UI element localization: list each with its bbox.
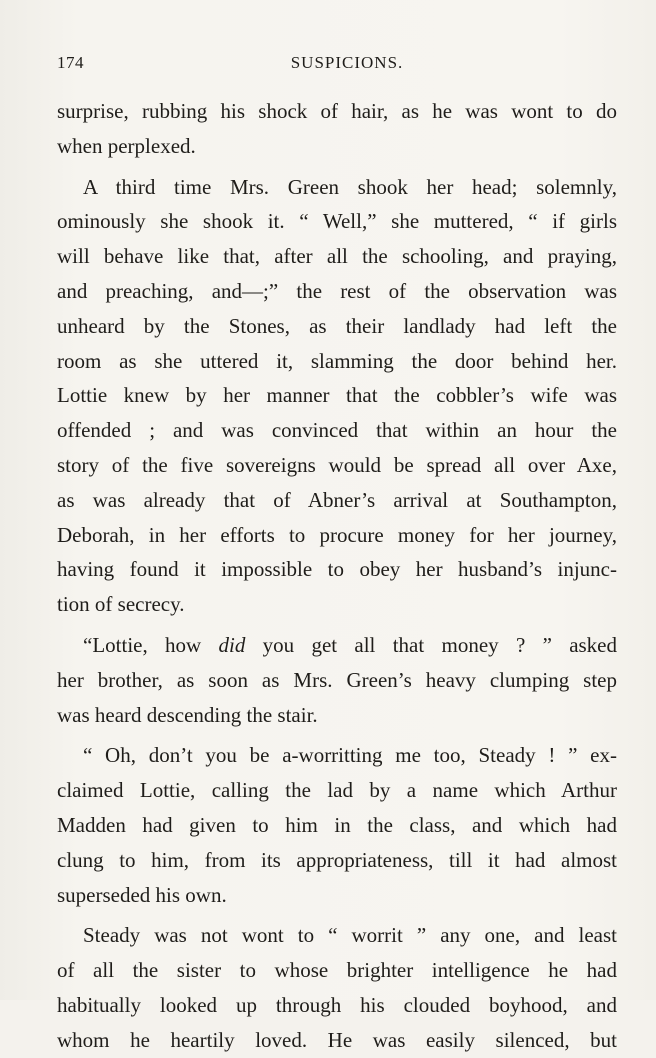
- paragraph: [57, 94, 617, 164]
- text-line: “ Oh, don’t you be a-worritting me too, Steady ! ” ex-: [83, 743, 617, 768]
- running-head: [57, 53, 617, 79]
- text-line: will behave like that, after all the schooling, and praying,: [57, 244, 617, 269]
- page-number: 174: [57, 53, 84, 72]
- paragraph: [57, 738, 617, 912]
- text-line: room as she uttered it, slamming the door behind her.: [57, 348, 617, 373]
- text-line: surprise, rubbing his shock of hair, as he was wont to do: [57, 99, 617, 123]
- text-line: Lottie knew by her manner that the cobbler’s wife was: [57, 383, 617, 408]
- text-line: of all the sister to whose brighter intelligence he had: [57, 958, 617, 983]
- paragraph: [57, 918, 617, 1057]
- text-span: “Lottie, how: [83, 632, 219, 657]
- text-line: having found it impossible to obey her husband’s injunc-: [57, 557, 617, 582]
- text-span: you get all that money ? ” asked: [245, 632, 618, 657]
- text-line: when perplexed.: [57, 133, 196, 158]
- text-line: claimed Lottie, calling the lad by a name which Arthur: [57, 778, 617, 803]
- text-line: story of the five sovereigns would be spread all over Axe,: [57, 452, 617, 477]
- text-line: Steady was not wont to “ worrit ” any one, and least: [83, 923, 617, 948]
- text-line: superseded his own.: [57, 882, 227, 907]
- paragraph: [57, 628, 617, 732]
- text-line: unheard by the Stones, as their landlady had left the: [57, 313, 617, 338]
- text-line: tion of secrecy.: [57, 592, 185, 617]
- text-line: Deborah, in her efforts to procure money for her journey,: [57, 522, 617, 547]
- running-title: SUSPICIONS.: [290, 53, 404, 72]
- text-line: habitually looked up through his clouded boyhood, and: [57, 992, 617, 1017]
- text-line: offended ; and was convinced that within an hour the: [57, 418, 617, 443]
- text-line: whom he heartily loved. He was easily silenced, but: [57, 1027, 617, 1052]
- italic-word: did: [218, 632, 246, 657]
- text-line: as was already that of Abner’s arrival at Southampton,: [57, 487, 617, 512]
- text-line: was heard descending the stair.: [57, 702, 318, 727]
- body-text: [57, 94, 617, 1058]
- text-line: Madden had given to him in the class, and which had: [57, 812, 617, 837]
- text-line: her brother, as soon as Mrs. Green’s heavy clumping step: [57, 667, 617, 692]
- text-line: and preaching, and—;” the rest of the observation was: [57, 278, 617, 303]
- text-line-with-italic: [57, 628, 617, 663]
- text-line: clung to him, from its appropriateness, till it had almost: [57, 847, 617, 872]
- paragraph: [57, 170, 617, 622]
- text-line: A third time Mrs. Green shook her head; solemnly,: [83, 174, 617, 199]
- text-line: ominously she shook it. “ Well,” she muttered, “ if girls: [57, 209, 617, 234]
